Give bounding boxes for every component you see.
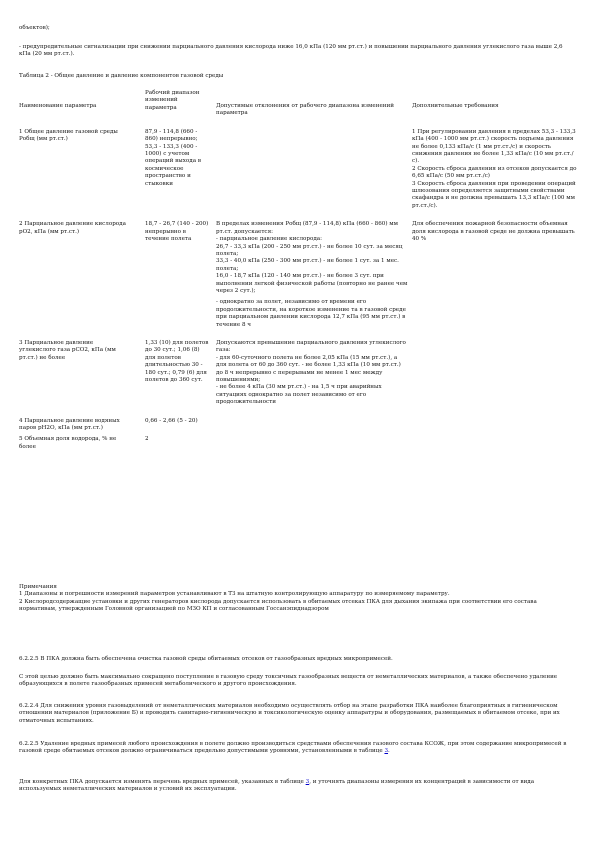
- row-1-range: 87,9 - 114,8 (660 - 860) непрерывно; 53,3 - 133,3 (400 - 1000) с учетом операций выхода в космическое пространство и стыковки: [145, 128, 201, 187]
- row-5-name: 5 Объемная доля водорода, % не более: [19, 436, 117, 450]
- paragraph-specific-pka: [19, 779, 575, 794]
- row-3-dev-1: Допускаются превышение парциального давления углекислого газа:: [216, 339, 406, 354]
- row-3-dev-3: - не более 4 кПа (30 мм рт.ст.) - на 1,5 ч при аварийных ситуациях однократно за полет независимо от его продолжительности: [216, 384, 382, 406]
- row-2-extra-1: Для обеспечения пожарной безопасности объемная доля кислорода в газовой среде не должна превышать 40 %: [412, 221, 575, 243]
- table-row: [19, 210, 579, 329]
- top-line-1: объектов);: [19, 25, 50, 31]
- row-4-range: 0,66 - 2,66 (5 - 20): [145, 417, 198, 424]
- notes-title: Примечания: [19, 584, 57, 590]
- row-3-range: 1,33 (10) для полетов до 30 сут.; 1,06 (8) для полетов длительностью 30 - 180 сут.; 0,79 (6) для полетов до 360 сут.: [145, 339, 209, 383]
- row-2-dev-4: 33,3 - 40,0 кПа (250 - 300 мм рт.ст.) - не более 1 сут. за 1 мес. полета;: [216, 258, 399, 272]
- table-caption: Таблица 2 - Общее давление и давление компонентов газовой среды: [19, 73, 224, 79]
- header-range: Рабочий диапазон изменений параметра: [145, 90, 200, 111]
- note-1: 1 Диапазоны и погрешности измерений параметров устанавливают в ТЗ на штатную контролирующую аппаратуру по измеряемому параметру.: [19, 591, 450, 598]
- row-2-dev-3: 26,7 - 33,3 кПа (200 - 250 мм рт.ст.) - не более 10 сут. за месяц полета;: [216, 243, 403, 257]
- row-1-extra-2: 2 Скорость сброса давления из отсеков допускается до 6,65 кПа/с (50 мм рт.ст./с): [412, 165, 577, 180]
- paragraph-removal-toxic: С этой целью должно быть максимально сокращено поступление в газовую среду токсичных газообразных веществ от неметаллических материалов, а также обеспечено удаление образующихся в полете газообразных примесей метаболического и другого происхождения.: [19, 674, 558, 688]
- paragraph-6-2-2-5a: 6.2.2.5 В ПКА должна быть обеспечена очистка газовой среды обитаемых отсеков от газообразных вредных микропримесей.: [19, 656, 393, 662]
- row-5-range: 2: [145, 436, 149, 443]
- table-header-row: [19, 90, 579, 118]
- row-3-dev-2: - для 60-суточного полета не более 2,05 кПа (15 мм рт.ст.), а для полета от 60 до 360 сут. - не более 1,33 кПа (10 мм рт.ст.) до 8 ч непрерывно с перерывами не менее 1 мес между повышениями;: [216, 354, 401, 383]
- paragraph-6-2-2-5b-end: .: [388, 748, 390, 755]
- row-3-name: 3 Парциальное давление углекислого газа рСО2, кПа (мм рт.ст.) не более: [19, 339, 116, 361]
- row-4-name: 4 Парциальное давление водяных паров рН2О, кПа (мм рт.ст.): [19, 417, 120, 432]
- header-deviation: Допустимые отклонения от рабочего диапазона изменений параметра: [216, 103, 394, 117]
- row-2-dev-2: - парциальное давление кислорода:: [216, 236, 322, 243]
- table-3-link-2[interactable]: 3: [305, 779, 310, 785]
- paragraph-6-2-2-5b: [19, 741, 575, 756]
- row-1-extra-3: 3 Скорость сброса давления при проведении операций шлюзования определяется защитными свойствами скафандра и не должна превышать 13,3 кПа/с (100 мм рт.ст./с).: [412, 180, 576, 209]
- row-2-name: 2 Парциальное давление кислорода рО2, кПа (мм рт.ст.): [19, 221, 126, 235]
- paragraph-6-2-2-5b-text: 6.2.2.5 Удаление вредных примесей любого происхождения в полете должно производиться средствами обеспечения газового состава КСОЖ, при этом содержание микропримесей в газовой среде обитаемых отсеков должно ограничиваться предельно допустимыми уровнями, установленными в таблице: [19, 741, 567, 755]
- paragraph-6-2-2-4: 6.2.2.4 Для снижения уровня газовыделений от неметаллических материалов необходимо осуществлять отбор на этапе разработки ПКА наиболее благоприятных в гигиеническом отношении материалов (приложение Б) и проводить санитарно-гигиеническую и токсикологическую оценку аппаратуры и оборудования, размещаемых в обитаемом отсеке, при их отматочных испытаниях.: [19, 703, 560, 724]
- note-2: 2 Кислородсодержащие установки и других генераторов кислорода допускается использовать в обитаемых отсеках ПКА для дыхания экипажа при соответствии его состава нормативам, утвержденным Головной организацией по МЗО КП и согласованным Госсанэпиднадзором: [19, 598, 537, 613]
- paragraph-specific-pka-text: Для конкретных ПКА допускается изменять перечень вредных примесей, указанных в таблице: [19, 779, 306, 785]
- header-extra: Дополнительные требования: [412, 103, 499, 109]
- top-line-2: - предупредительные сигнализации при снижении парциального давления кислорода ниже 16,0 кПа (120 мм рт.ст.) и повышении парциального давления углекислого газа выше 2,6 кПа (20 мм рт.ст.).: [19, 44, 563, 58]
- table-row: [19, 432, 579, 451]
- parameters-table: [19, 90, 579, 451]
- notes-block: [19, 584, 575, 614]
- row-1-extra-1: 1 При регулировании давления в пределах 53,3 - 133,3 кПа (400 - 1000 мм рт.ст.) скорость подъема давления не более 0,133 кПа/с (1 мм рт.ст./с) и скорость снижения давления не более 1,33 кПа/с (10 мм рт.ст./с).: [412, 128, 576, 165]
- table-row: [19, 329, 579, 407]
- table-row: [19, 118, 579, 210]
- row-2-dev-6: - однократно за полет, независимо от времени его продолжительности, на короткое изменение та в газовой среде при парциальном давлении кислорода 12,7 кПа (95 мм рт.ст.) в течение 8 ч: [216, 299, 406, 328]
- header-name: Наименование параметра: [19, 103, 97, 109]
- row-2-dev-5: 16,0 - 18,7 кПа (120 - 140 мм рт.ст.) - не более 3 сут. при выполнении легкой физической работы (повторно не ранее чем через 2 сут.);: [216, 273, 408, 294]
- row-2-range: 18,7 - 26,7 (140 - 200) непрерывно в течение полета: [145, 221, 209, 243]
- paragraph-specific-pka-end: , и уточнять диапазоны измерения их концентраций в зависимости от вида используемых неметаллических материалов и условий их эксплуатации.: [19, 779, 535, 793]
- row-2-dev-1: В пределах изменения Робщ (87,9 - 114,8) кПа (660 - 860) мм рт.ст. допускается:: [216, 221, 398, 235]
- table-row: [19, 407, 579, 433]
- table-3-link[interactable]: 3: [384, 748, 389, 755]
- row-1-name: 1 Общее давление газовой среды Робщ (мм рт.ст.): [19, 128, 118, 143]
